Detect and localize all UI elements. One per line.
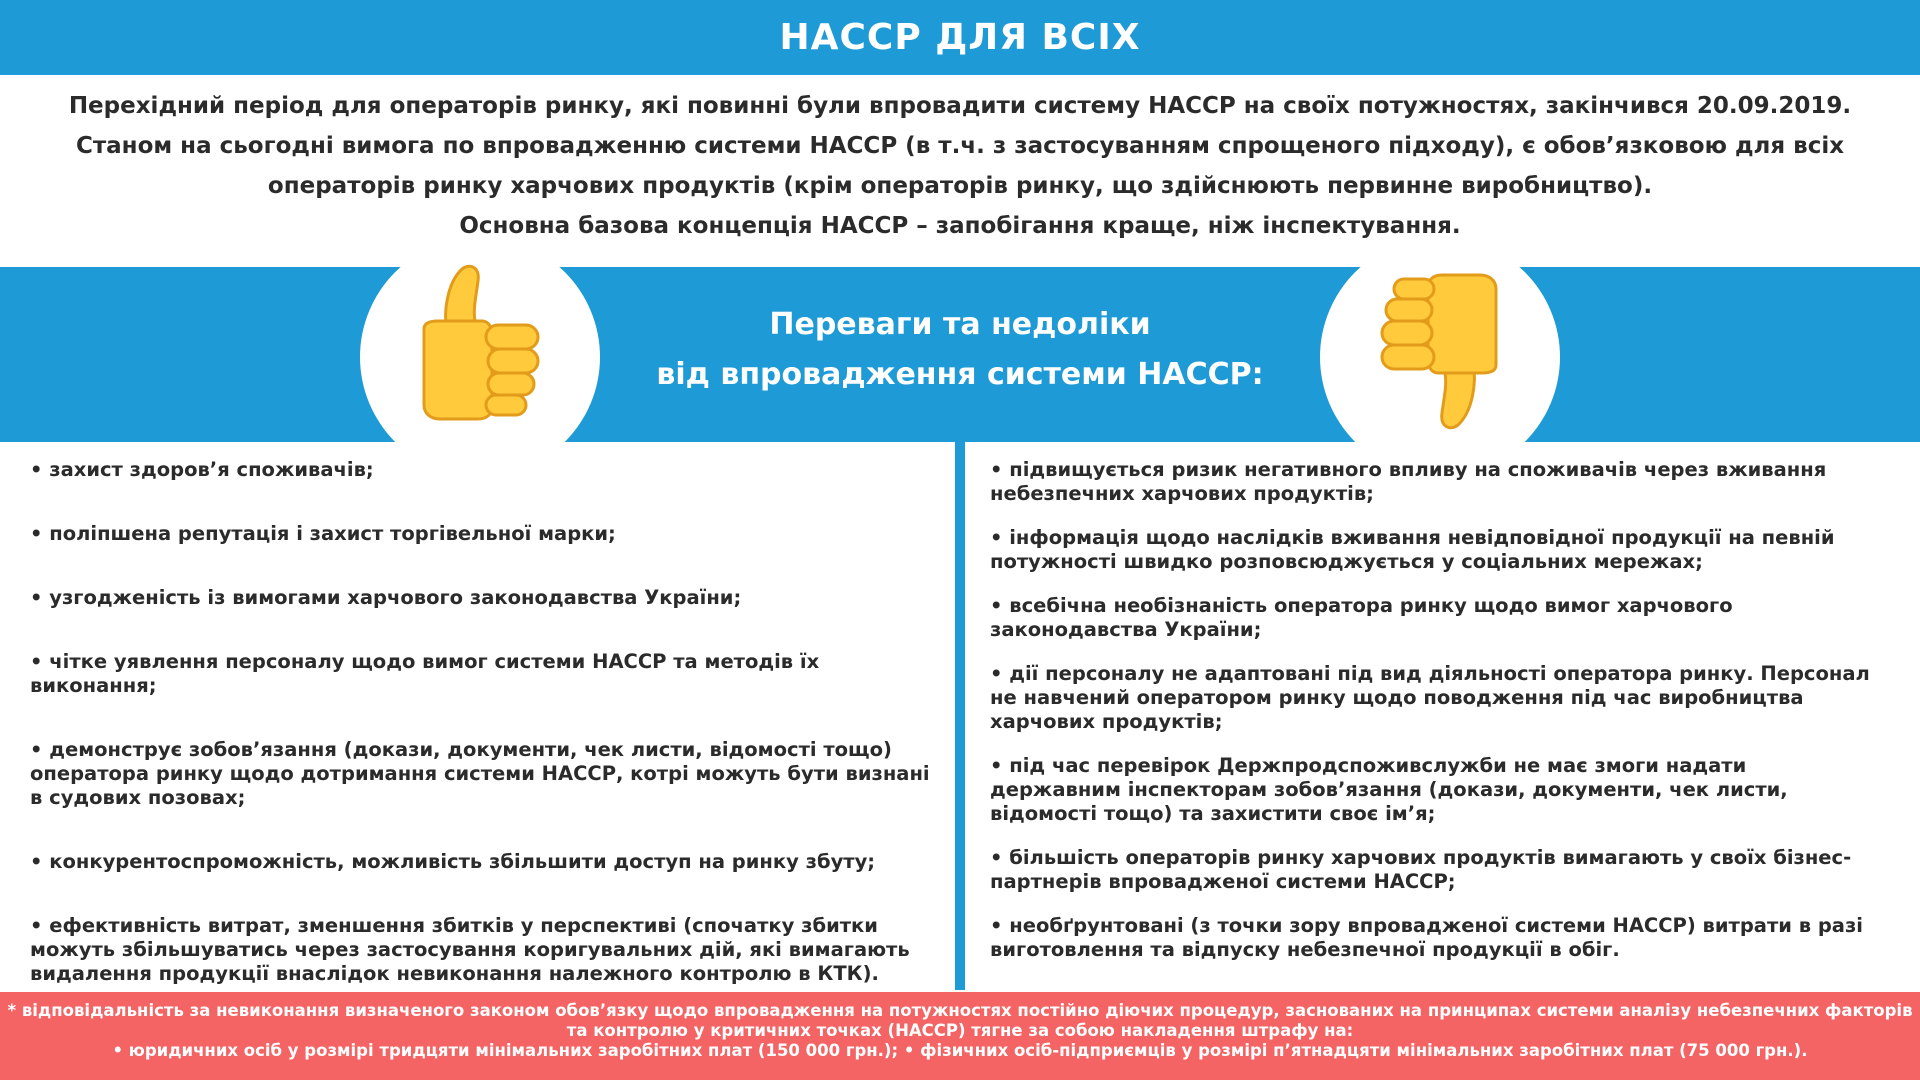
advantage-item: • чітке уявлення персоналу щодо вимог системи НАССР та методів їх виконання; — [30, 650, 820, 697]
intro-line: Станом на сьогодні вимога по впровадженню системи НАССР (в т.ч. з застосуванням спрощеного підходу), є обов’язковою для всіх — [75, 133, 1845, 159]
intro-text — [40, 86, 1880, 246]
column-divider — [955, 442, 965, 990]
disadvantage-item: • більшість операторів ринку харчових продуктів вимагають у своїх бізнес-партнерів впровадженої системи НАССР; — [990, 846, 1852, 893]
advantage-item: • демонструє зобов’язання (докази, документи, чек листи, відомості тощо) оператора ринку щодо дотримання системи НАССР, котрі можуть бути визнані в судових позовах; — [30, 738, 930, 809]
disadvantages-list — [990, 458, 1880, 982]
thumbs-down-circle — [1320, 237, 1560, 477]
advantage-item: • ефективність витрат, зменшення збитків у перспективі (спочатку збитки можуть збільшуватись через застосування коригувальних дій, які вимагають видалення продукції внаслідок невиконання належного контролю в КТК). — [30, 914, 910, 985]
footer-line: * відповідальність за невиконання визначеного законом обов’язку щодо впровадження на потужностях постійно діючих процедур, заснованих на принципах системи аналізу небезпечних факторів та контролю у критичних точках (НАССР) тягне за собою накладення штрафу на: — [7, 1001, 1913, 1040]
disadvantage-item: • всебічна необізнаність оператора ринку щодо вимог харчового законодавства України; — [990, 594, 1733, 641]
intro-line: Перехідний період для операторів ринку, які повинні були впровадити систему НАССР на своїх потужностях, закінчився 20.09.2019. — [68, 93, 1852, 119]
title-bar — [0, 0, 1920, 75]
section-title-line: Переваги та недоліки — [769, 307, 1151, 342]
disadvantage-item: • інформація щодо наслідків вживання невідповідної продукції на певній потужності швидко розповсюджується у соціальних мережах; — [990, 526, 1835, 573]
intro-line: операторів ринку харчових продуктів (крім операторів ринку, що здійснюють первинне виробництво). — [267, 173, 1653, 199]
penalty-footer — [0, 992, 1920, 1080]
section-title-line: від впровадження системи НАССР: — [656, 357, 1264, 392]
thumbs-up-circle — [360, 237, 600, 477]
advantage-item: • конкурентоспроможність, можливість збільшити доступ на ринку збуту; — [30, 850, 876, 873]
page-title: НАССР ДЛЯ ВСІХ — [779, 17, 1141, 58]
disadvantage-item: • необґрунтовані (з точки зору впровадженої системи НАССР) витрати в разі виготовлення та відпуску небезпечної продукції в обіг. — [990, 914, 1863, 961]
section-title — [600, 300, 1320, 400]
advantage-item: • поліпшена репутація і захист торгівельної марки; — [30, 522, 616, 545]
advantage-item: • захист здоров’я споживачів; — [30, 458, 374, 481]
thumbs-down-icon — [1350, 257, 1530, 437]
advantages-list — [30, 458, 940, 1026]
thumbs-up-icon — [390, 257, 570, 437]
footer-line: • юридичних осіб у розмірі тридцяти мінімальних заробітних плат (150 000 грн.); • фізичних осіб-підприємців у розмірі п’ятнадцяти мінімальних заробітних плат (75 000 грн.). — [112, 1041, 1808, 1060]
disadvantage-item: • підвищується ризик негативного впливу на споживачів через вживання небезпечних харчових продуктів; — [990, 458, 1827, 505]
disadvantage-item: • під час перевірок Держпродспоживслужби не має змоги надати державним інспекторам зобов’язання (докази, документи, чек листи, відомості тощо) та захистити своє ім’я; — [990, 754, 1788, 825]
advantage-item: • узгодженість із вимогами харчового законодавства України; — [30, 586, 742, 609]
intro-line: Основна базова концепція НАССР – запобігання краще, ніж інспектування. — [459, 213, 1461, 239]
disadvantage-item: • дії персоналу не адаптовані під вид діяльності оператора ринку. Персонал не навчений оператором ринку щодо поводження під час виробництва харчових продуктів; — [990, 662, 1870, 733]
